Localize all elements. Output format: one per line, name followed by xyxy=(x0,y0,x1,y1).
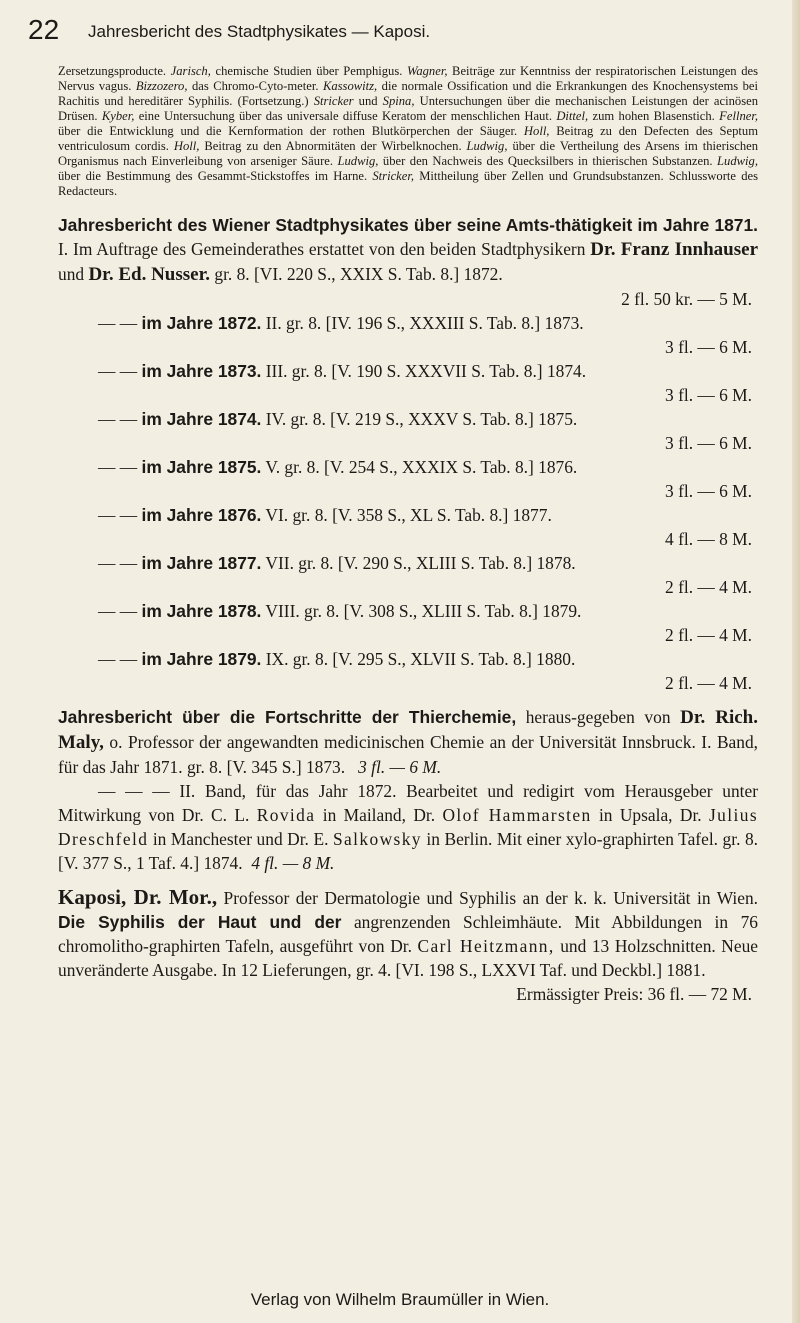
entry-author: Dr. Franz Innhauser xyxy=(590,239,759,260)
volume-price: 3 fl. — 6 M. xyxy=(665,337,752,357)
volume-price: 2 fl. — 4 M. xyxy=(665,577,752,597)
volume-price: 3 fl. — 6 M. xyxy=(665,433,752,453)
page-edge xyxy=(792,0,800,1323)
volume-price: 2 fl. — 4 M. xyxy=(665,625,752,645)
volume-price: 3 fl. — 6 M. xyxy=(665,385,752,405)
volume-entry: — — im Jahre 1874. IV. gr. 8. [V. 219 S., XXXV S. Tab. 8.] 1875. xyxy=(98,409,578,429)
entry-kaposi xyxy=(58,885,758,1006)
volume-label: im Jahre 1874. xyxy=(141,409,262,429)
entry-price: Ermässigter Preis: 36 fl. — 72 M. xyxy=(516,984,752,1004)
volume-label: im Jahre 1873. xyxy=(141,361,262,381)
volume-price: 2 fl. — 4 M. xyxy=(665,673,752,693)
entry-price: 4 fl. — 8 M. xyxy=(251,853,335,873)
volume-list xyxy=(58,311,758,695)
entry-jahresbericht-stadtphysikat xyxy=(58,213,758,695)
entry-text: Jahresbericht des Wiener Stadtphysikates über seine Amts-thätigkeit im Jahre 1871. I. Im Auftrage des Gemeinderathes erstattet von den beiden Stadtphysikern Dr. Franz Innhauser und Dr. Ed. Nusser. gr. 8. [VI. 220 S., XXIX S. Tab. 8.] 1872. xyxy=(58,215,759,285)
volume-entry: — — im Jahre 1877. VII. gr. 8. [V. 290 S., XLIII S. Tab. 8.] 1878. xyxy=(98,553,576,573)
volume-label: im Jahre 1875. xyxy=(141,457,262,477)
volume-label: im Jahre 1878. xyxy=(141,601,262,621)
entry-title: Die Syphilis der Haut und der xyxy=(58,912,342,932)
entry-title: Jahresbericht über die Fortschritte der Thierchemie, xyxy=(58,707,517,727)
volume-entry: — — im Jahre 1879. IX. gr. 8. [V. 295 S., XLVII S. Tab. 8.] 1880. xyxy=(98,649,576,669)
volume-price: 3 fl. — 6 M. xyxy=(665,481,752,501)
entry-author: Dr. Rich. Maly, xyxy=(58,707,759,753)
volume-entry: — — im Jahre 1875. V. gr. 8. [V. 254 S., XXXIX S. Tab. 8.] 1876. xyxy=(98,457,578,477)
entry-band-2: — — — II. Band, für das Jahr 1872. Bearbeitet und redigirt vom Herausgeber unter Mitwirkung von Dr. C. L. Rovida in Mailand, Dr. Olof Hammarsten in Upsala, Dr. Julius Dreschfeld in Manchester und Dr. E. Salkowsky in Berlin. Mit einer xylo-graphirten Tafel. gr. 8. [V. 377 S., 1 Taf. 4.] 1874. 4 fl. — 8 M. xyxy=(58,781,759,873)
entry-author: Kaposi, Dr. Mor., xyxy=(58,885,218,909)
page-header xyxy=(28,14,788,48)
volume-entry: — — im Jahre 1878. VIII. gr. 8. [V. 308 S., XLIII S. Tab. 8.] 1879. xyxy=(98,601,582,621)
volume-label: im Jahre 1872. xyxy=(141,313,262,333)
entry-price: 2 fl. 50 kr. — 5 M. xyxy=(621,289,752,309)
volume-price: 4 fl. — 8 M. xyxy=(665,529,752,549)
entry-author: Dr. Ed. Nusser. xyxy=(88,264,211,285)
running-title: Jahresbericht des Stadtphysikates — Kaposi. xyxy=(88,22,431,41)
entry-thierchemie xyxy=(58,705,758,875)
entry-price: 3 fl. — 6 M. xyxy=(358,757,442,777)
volume-label: im Jahre 1877. xyxy=(141,553,262,573)
entry-title: Jahresbericht des Wiener Stadtphysikates über seine Amts-thätigkeit im Jahre 1871. xyxy=(58,215,758,235)
entry-text: Kaposi, Dr. Mor., Professor der Dermatologie und Syphilis an der k. k. Universität in Wien. Die Syphilis der Haut und der angrenzenden Schleimhäute. Mit Abbildungen in 76 chromolitho-graphirten Tafeln, ausgeführt von Dr. Carl Heitzmann, und 13 Holzschnitten. Neue unveränderte Ausgabe. In 12 Lieferungen, gr. 4. [VI. 198 S., LXXVI Taf. und Deckbl.] 1881. xyxy=(58,885,759,980)
page-content xyxy=(58,64,758,1006)
volume-label: im Jahre 1876. xyxy=(141,505,262,525)
volume-label: im Jahre 1879. xyxy=(141,649,262,669)
page-number: 22 xyxy=(28,14,60,45)
publisher-footer: Verlag von Wilhelm Braumüller in Wien. xyxy=(250,1290,550,1309)
entry-text: Jahresbericht über die Fortschritte der Thierchemie, heraus-gegeben von Dr. Rich. Maly, o. Professor der angewandten medicinischen Chemie an der Universität Innsbruck. I. Band, für das Jahr 1871. gr. 8. [V. 345 S.] 1873. 3 fl. — 6 M. xyxy=(58,707,759,777)
volume-entry: — — im Jahre 1872. II. gr. 8. [IV. 196 S., XXXIII S. Tab. 8.] 1873. xyxy=(98,313,584,333)
intro-paragraph: Zersetzungsproducte. Jarisch, chemische Studien über Pemphigus. Wagner, Beiträge zur Kenntniss der respiratorischen Leistungen des Nervus vagus. Bizzozero, das Chromo-Cyto-meter. Kassowitz, die normale Ossification und die Erkrankungen des Knochensystems bei Rachitis und hereditärer Syphilis. (Fortsetzung.) Stricker und Spina, Untersuchungen über die mechanischen Leistungen der acinösen Drüsen. Kyber, eine Untersuchung über das universale diffuse Keratom der menschlichen Haut. Dittel, zum hohen Blasenstich. Fellner, über die Entwicklung und die Kernformation der rothen Blutkörperchen der Säuger. Holl, Beitrag zu den Defecten des Septum ventriculosum cordis. Holl, Beitrag zu den Abnormitäten der Wirbelknochen. Ludwig, über die Vertheilung des Arsens im thierischen Organismus nach Einverleibung von arseniger Säure. Ludwig, über den Nachweis des Quecksilbers in thierischen Substanzen. Ludwig, über die Bestimmung des Gesammt-Stickstoffes im Harne. Stricker, Mittheilung über Zellen und Grundsubstanzen. Schlussworte des Redacteurs. xyxy=(58,64,759,198)
volume-entry: — — im Jahre 1876. VI. gr. 8. [V. 358 S., XL S. Tab. 8.] 1877. xyxy=(98,505,552,525)
volume-entry: — — im Jahre 1873. III. gr. 8. [V. 190 S. XXXVII S. Tab. 8.] 1874. xyxy=(98,361,587,381)
